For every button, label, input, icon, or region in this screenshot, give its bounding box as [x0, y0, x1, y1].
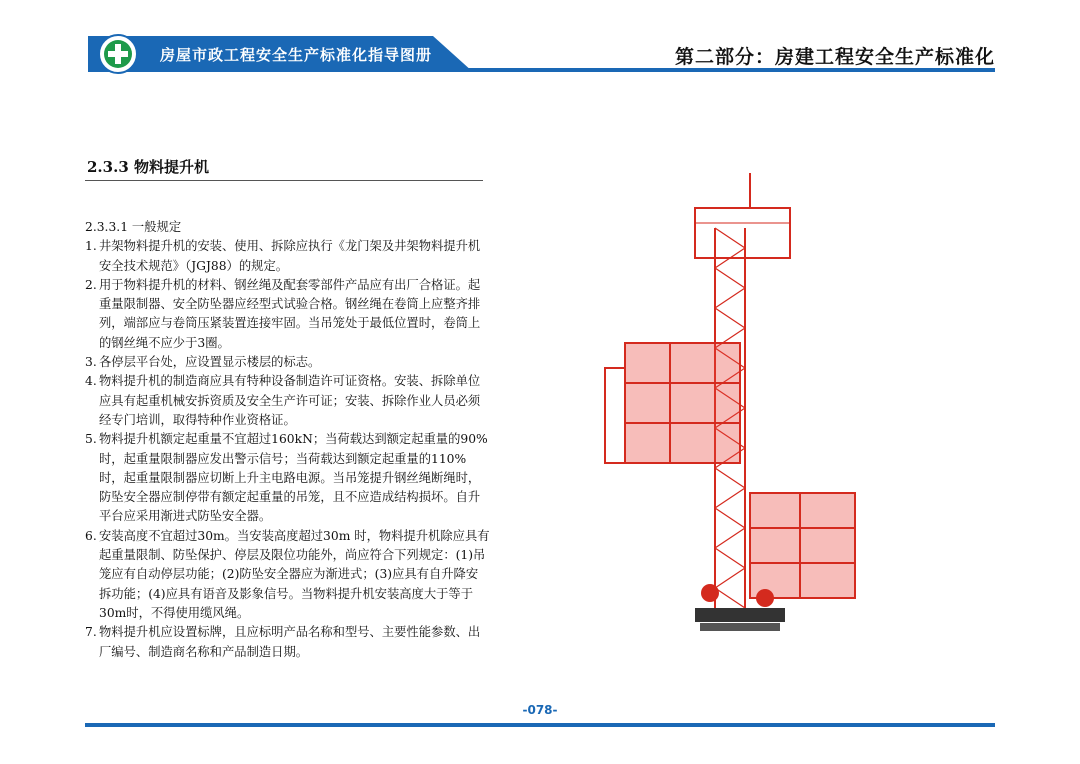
item-text: 物料提升机的制造商应具有特种设备制造许可证资格。安装、拆除单位应具有起重机械安拆资质及安全生产许可证；安装、拆除作业人员必须经专门培训，取得特种作业资格证。 — [99, 374, 481, 427]
safety-cross-logo-icon — [98, 34, 138, 74]
regulation-item — [85, 372, 490, 430]
item-text: 物料提升机应设置标牌，且应标明产品名称和型号、主要性能参数、出厂编号、制造商名称和产品制造日期。 — [99, 625, 481, 659]
regulation-item — [85, 623, 490, 662]
part-title: 第二部分：房建工程安全生产标准化 — [674, 46, 995, 68]
item-text: 各停层平台处，应设置显示楼层的标志。 — [99, 355, 321, 370]
book-title: 房屋市政工程安全生产标准化指导图册 — [160, 46, 433, 64]
item-number: 5. — [85, 432, 97, 447]
footer-rule — [85, 723, 995, 727]
item-number: 3. — [85, 355, 97, 370]
section-divider — [85, 180, 483, 181]
item-number: 7. — [85, 625, 97, 640]
item-number: 4. — [85, 374, 97, 389]
item-number: 1. — [85, 239, 97, 254]
item-number: 6. — [85, 528, 97, 543]
section-heading: 2.3.3 物料提升机 — [87, 158, 209, 176]
item-number: 2. — [85, 277, 97, 292]
regulation-item — [85, 527, 490, 623]
item-text: 用于物料提升机的材料、钢丝绳及配套零部件产品应有出厂合格证。起重量限制器、安全防坠器应经型式试验合格。钢丝绳在卷筒上应整齐排列，端部应与卷筒压紧装置连接牢固。当吊笼处于最低位置时，卷筒上的钢丝绳不应少于3圈。 — [99, 277, 481, 350]
regulation-item — [85, 353, 490, 372]
regulation-item — [85, 237, 490, 276]
item-text: 安装高度不宜超过30m。当安装高度超过30m 时，物料提升机除应具有起重量限制、防坠保护、停层及限位功能外，尚应符合下列规定：(1)吊笼应有自动停层功能；(2)防坠安全器应为渐进式；(3)应具有自升降安拆功能；(4)应具有语音及影象信号。当物料提升机安装高度大于等于30m时，不得使用缆风绳。 — [99, 528, 490, 620]
item-text: 物料提升机额定起重量不宜超过160kN；当荷载达到额定起重量的90%时，起重量限制器应发出警示信号；当荷载达到额定起重量的110%时，起重量限制器应切断上升主电路电源。当吊笼提升钢丝绳断绳时，防坠安全器应制停带有额定起重量的吊笼，且不应造成结构损坏。自升平台应采用渐进式防坠安全器。 — [99, 432, 488, 524]
subsection-heading: 2.3.3.1 一般规定 — [85, 220, 182, 234]
regulation-text — [85, 218, 490, 662]
material-hoist-illustration-icon — [600, 168, 860, 643]
regulation-item — [85, 276, 490, 353]
page-number: -078- — [522, 703, 558, 717]
item-text: 井架物料提升机的安装、使用、拆除应执行《龙门架及井架物料提升机安全技术规范》（JGJ88）的规定。 — [99, 239, 481, 273]
regulation-item — [85, 430, 490, 526]
